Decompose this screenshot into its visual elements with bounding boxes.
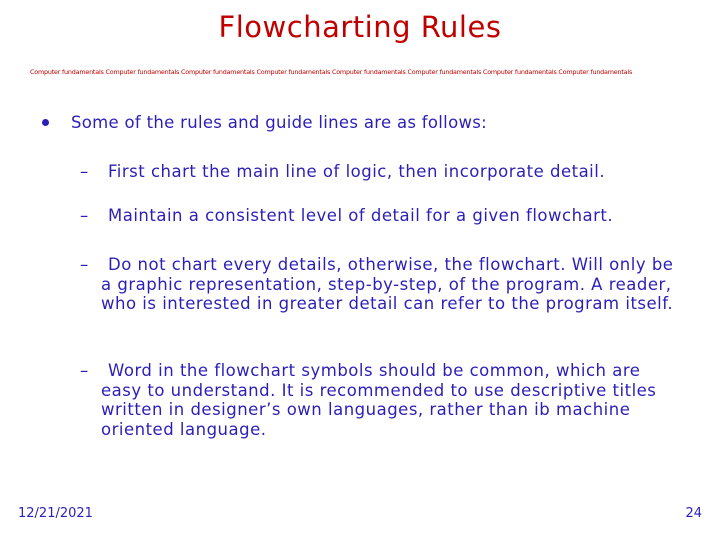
rule-item bbox=[80, 255, 680, 314]
watermark-banner: Computer fundamentals Computer fundamentals Computer fundamentals Computer fundamentals Computer fundamentals Computer fundamentals Computer fundamentals Computer fundamentals bbox=[30, 68, 633, 76]
slide-date: 12/21/2021 bbox=[18, 506, 93, 521]
dash-icon: – bbox=[80, 255, 89, 274]
dash-icon: – bbox=[80, 361, 89, 380]
rule-item bbox=[80, 206, 680, 226]
rule-text: First chart the main line of logic, then incorporate detail. bbox=[108, 162, 606, 181]
slide-title: Flowcharting Rules bbox=[218, 10, 502, 44]
intro-text: Some of the rules and guide lines are as follows: bbox=[71, 113, 488, 132]
dash-icon: – bbox=[80, 162, 89, 181]
dash-icon: – bbox=[80, 206, 89, 225]
bullet-dot-icon bbox=[42, 119, 49, 126]
rule-item bbox=[80, 162, 680, 182]
rule-item bbox=[80, 361, 680, 439]
rule-text: Do not chart every details, otherwise, the flowchart. Will only be a graphic representation, step-by-step, of the program. A reader, who is interested in greater detail can refer to the program itself. bbox=[101, 255, 674, 313]
slide-page-number: 24 bbox=[685, 506, 702, 521]
rule-text: Word in the flowchart symbols should be common, which are easy to understand. It is recommended to use descriptive titles written in designer’s own languages, rather than ib machine oriented language. bbox=[101, 361, 657, 439]
rule-text: Maintain a consistent level of detail for a given flowchart. bbox=[108, 206, 614, 225]
